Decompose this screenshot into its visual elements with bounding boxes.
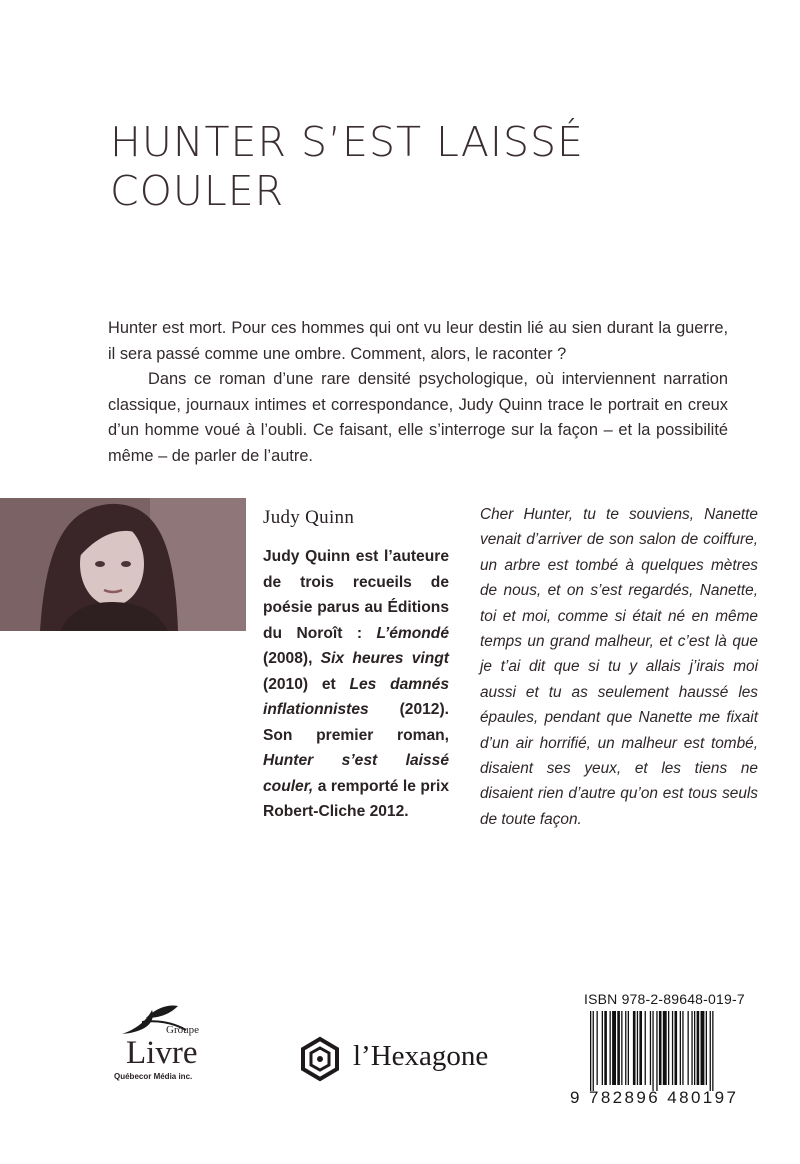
barcode-bar xyxy=(691,1011,692,1085)
hexagon-icon xyxy=(297,1036,343,1082)
bio-text: Judy Quinn est l’auteure de trois recueils de poésie parus au Éditions du Noroît : xyxy=(263,548,449,642)
barcode-bar xyxy=(656,1011,657,1091)
bio-text: (2008), xyxy=(263,650,321,667)
book-excerpt xyxy=(480,502,758,832)
groupe-livre-logo xyxy=(108,1000,204,1088)
barcode-bar xyxy=(621,1011,622,1085)
bio-text: a remporté le prix Robert-Cliche 2012. xyxy=(263,777,449,820)
isbn-label: ISBN 978-2-89648-019-7 xyxy=(584,991,745,1007)
barcode-bar xyxy=(675,1011,678,1085)
barcode-bar xyxy=(602,1011,603,1085)
author-photo xyxy=(0,498,246,631)
quebecor-label: Québecor Média inc. xyxy=(114,1072,193,1081)
back-cover-blurb xyxy=(108,316,728,469)
barcode-bar xyxy=(625,1011,626,1085)
barcode-bar xyxy=(590,1011,591,1091)
title-line-1: HUNTER S’EST LAISSÉ xyxy=(110,118,584,166)
bio-title: L’émondé xyxy=(376,624,449,642)
barcode-bar xyxy=(710,1011,711,1091)
barcode-bar xyxy=(697,1011,700,1085)
barcode-bar xyxy=(682,1011,683,1085)
excerpt-text: Cher Hunter, tu te souviens, Nanette venait d’arriver de son salon de coiffure, un arbre est tombé à quelques mètres de nous, et on s’est regardés, Nanette, toi et moi, comme si était né en même temps un grand malheur, et c’est là que je t’ai dit que si tu y allais j’irais moi aussi et tu as seulement haussé les épaules, pendant que Nanette me fixait d’un air horrifié, un malheur est tombé, disaient ses yeux, et les tiens ne disaient rien d’autre qu’on est tous seuls de toute façon. xyxy=(480,506,758,828)
blurb-paragraph-1: Hunter est mort. Pour ces hommes qui ont vu leur destin lié au sien durant la guerre, il sera passé comme une ombre. Comment, alors, le raconter ? xyxy=(108,319,728,363)
barcode-bar xyxy=(688,1011,689,1085)
barcode-bar xyxy=(663,1011,667,1085)
barcode-digits: 9 782896 480197 xyxy=(570,1088,739,1107)
barcode-bar xyxy=(650,1011,651,1085)
barcode-bar xyxy=(604,1011,607,1085)
livre-label: Livre xyxy=(126,1035,198,1071)
author-name: Judy Quinn xyxy=(263,507,355,528)
barcode-bar xyxy=(612,1011,616,1085)
barcode-bar xyxy=(694,1011,695,1085)
bio-title: Hunter s’est laissé couler, xyxy=(263,752,449,795)
barcode-bar xyxy=(628,1011,629,1085)
barcode-bar xyxy=(659,1011,662,1085)
barcode-bar xyxy=(637,1011,638,1085)
author-bio xyxy=(263,544,449,825)
barcode-bar xyxy=(712,1011,713,1091)
barcode-bar xyxy=(639,1011,642,1085)
barcode-bar xyxy=(672,1011,673,1085)
hexagone-name: l’Hexagone xyxy=(353,1040,489,1072)
barcode-bar xyxy=(645,1011,646,1085)
barcode-bar xyxy=(610,1011,611,1085)
barcode-bar xyxy=(617,1011,620,1085)
barcode-bar xyxy=(633,1011,636,1085)
barcode-bar xyxy=(680,1011,681,1085)
groupe-label: Groupe xyxy=(166,1024,199,1036)
bio-title: Les damnés inflationnistes xyxy=(263,675,450,718)
book-title xyxy=(110,118,710,216)
barcode-bar xyxy=(597,1011,598,1085)
barcode-bar xyxy=(701,1011,705,1085)
barcode xyxy=(588,1011,766,1091)
barcode-bar xyxy=(652,1011,653,1091)
bio-text: (2010) et xyxy=(263,675,350,693)
barcode-bar xyxy=(593,1011,594,1091)
barcode-bar xyxy=(668,1011,669,1085)
bio-text: (2012). Son premier roman, xyxy=(263,701,449,744)
barcode-bar xyxy=(706,1011,707,1085)
title-line-2: COULER xyxy=(110,167,285,215)
blurb-paragraph-2: Dans ce roman d’une rare densité psychologique, où interviennent narration classique, journaux intimes et correspondance, Judy Quinn trace le portrait en creux d’un homme voué à l’oubli. Ce faisant, elle s’interroge sur la façon – et la possibilité même – de parler de l’autre. xyxy=(108,370,728,465)
bio-title: Six heures vingt xyxy=(320,650,449,667)
